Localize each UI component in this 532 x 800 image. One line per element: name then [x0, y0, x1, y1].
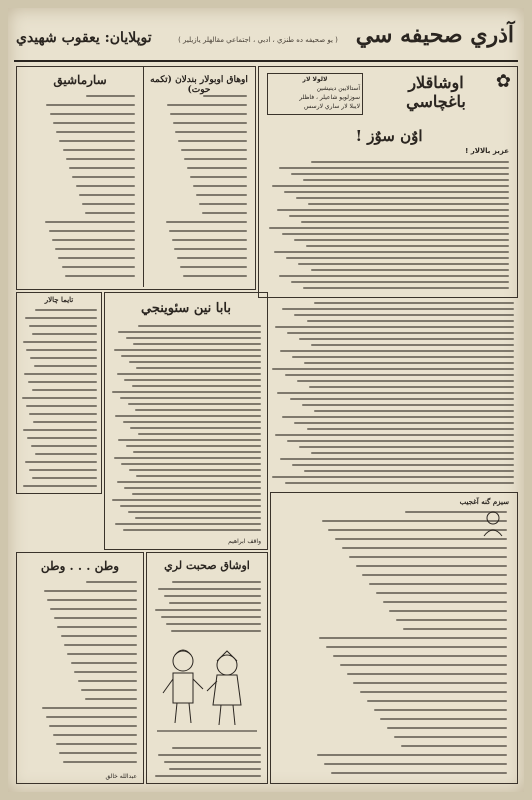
text-line [184, 158, 247, 160]
text-line [303, 287, 509, 289]
text-line [304, 470, 514, 472]
text-line [171, 630, 261, 632]
small-column-title: تايما چالار [44, 295, 74, 304]
column-divider [143, 67, 144, 287]
text-line [124, 379, 261, 381]
text-line [61, 635, 137, 637]
text-line [181, 149, 247, 151]
children-talk-text [153, 579, 261, 635]
center-article-box [104, 292, 268, 550]
text-line [138, 433, 261, 435]
text-line [297, 380, 514, 382]
author-line: سوزلويو شاعيلر ، فاظلر [299, 94, 360, 101]
poem-a-text [149, 93, 247, 283]
text-line [169, 602, 261, 604]
text-line [118, 439, 261, 441]
text-line [166, 623, 261, 625]
text-line [29, 469, 97, 471]
right-poem-text [281, 509, 507, 779]
text-line [172, 239, 247, 241]
text-line [302, 404, 514, 406]
text-line [347, 673, 507, 675]
sketch-icon [476, 506, 510, 540]
text-line [161, 616, 261, 618]
text-line [311, 269, 509, 271]
text-line [50, 113, 135, 115]
text-line [49, 725, 137, 727]
text-line [362, 574, 507, 576]
text-line [282, 416, 514, 418]
text-line [294, 422, 514, 424]
text-line [29, 325, 97, 327]
text-line [22, 397, 97, 399]
text-line [311, 452, 514, 454]
text-line [46, 104, 135, 106]
poem-a-title: اوهاق اوبولار بندلان (تکمه حوت) [150, 75, 248, 95]
text-line [32, 477, 97, 479]
text-line [120, 505, 261, 507]
text-line [138, 325, 261, 327]
text-line [74, 671, 137, 673]
text-line [164, 595, 261, 597]
text-line [59, 752, 137, 754]
text-line [35, 453, 97, 455]
text-line [340, 664, 507, 666]
text-line [380, 718, 507, 720]
right-poem-title: سيزم گنه آغجيب [459, 497, 509, 506]
text-line [133, 343, 261, 345]
text-line [183, 275, 247, 277]
text-line [309, 386, 514, 388]
text-line [49, 230, 135, 232]
text-line [311, 344, 514, 346]
text-line [29, 413, 97, 415]
text-line [319, 637, 507, 639]
text-line [30, 357, 97, 359]
text-line [180, 266, 247, 268]
text-line [394, 736, 507, 738]
text-line [277, 209, 509, 211]
newspaper-page [8, 8, 524, 792]
text-line [376, 592, 507, 594]
masthead-rule [14, 60, 518, 62]
text-line [164, 761, 261, 763]
text-line [121, 355, 261, 357]
text-line [284, 191, 509, 193]
small-column-text [21, 307, 97, 489]
text-line [66, 158, 135, 160]
text-line [123, 421, 261, 423]
text-line [71, 662, 137, 664]
text-line [155, 775, 261, 777]
text-line [199, 203, 247, 205]
text-line [124, 487, 261, 489]
text-line [23, 429, 97, 431]
article-text [267, 159, 509, 291]
text-line [190, 176, 247, 178]
text-line [50, 608, 137, 610]
text-line [128, 403, 261, 405]
text-line [387, 727, 507, 729]
text-line [291, 173, 509, 175]
text-line [272, 185, 509, 187]
poem-b-title: سارماشيق [53, 73, 107, 87]
text-line [57, 626, 137, 628]
text-line [135, 517, 261, 519]
text-line [307, 428, 514, 430]
center-article-text [111, 323, 261, 533]
text-line [306, 245, 509, 247]
text-line [136, 475, 261, 477]
text-line [175, 131, 247, 133]
text-line [403, 628, 507, 630]
text-line [170, 113, 247, 115]
text-line [178, 140, 247, 142]
text-line [86, 581, 137, 583]
text-line [136, 367, 261, 369]
text-line [307, 320, 514, 322]
text-line [126, 445, 261, 447]
text-line [56, 743, 137, 745]
masthead-title: آذري صحيفه سي [355, 22, 514, 48]
text-line [296, 197, 509, 199]
text-line [114, 457, 261, 459]
text-line [275, 434, 514, 436]
masthead-editor: توپلايان: يعقوب شهيدي [16, 30, 152, 46]
text-line [202, 212, 247, 214]
bottom-signature: عبدالله خالق [105, 773, 137, 780]
text-line [289, 215, 509, 217]
text-line [59, 140, 135, 142]
text-line [285, 482, 514, 484]
text-line [367, 700, 507, 702]
text-line [79, 194, 135, 196]
text-line [294, 314, 514, 316]
text-line [23, 341, 97, 343]
center-article-title: بابا نين سئوينجي [141, 301, 231, 316]
text-line [72, 176, 135, 178]
text-line [326, 646, 507, 648]
text-line [269, 227, 509, 229]
text-line [65, 275, 135, 277]
text-line [401, 745, 507, 747]
text-line [112, 499, 261, 501]
text-line [62, 266, 135, 268]
text-line [76, 185, 135, 187]
feature-box [258, 66, 518, 298]
text-line [31, 445, 97, 447]
text-line [196, 194, 247, 196]
text-line [121, 463, 261, 465]
text-line [287, 332, 514, 334]
text-line [118, 331, 261, 333]
text-line [172, 747, 261, 749]
text-line [112, 391, 261, 393]
text-line [396, 619, 507, 621]
text-line [303, 179, 509, 181]
text-line [52, 239, 135, 241]
text-line [123, 529, 261, 531]
text-line [360, 691, 507, 693]
text-line [369, 583, 507, 585]
text-line [187, 167, 247, 169]
text-line [277, 392, 514, 394]
text-line [285, 374, 514, 376]
text-line [166, 221, 247, 223]
text-line [314, 410, 514, 412]
text-line [86, 95, 135, 97]
text-line [279, 167, 509, 169]
text-line [286, 257, 509, 259]
text-line [85, 698, 137, 700]
author-line: آستالايين دينيشين [316, 85, 360, 92]
text-line [291, 281, 509, 283]
children-illustration-icon [153, 639, 261, 739]
text-line [349, 556, 507, 558]
text-line [25, 317, 97, 319]
text-line [280, 458, 514, 460]
text-line [304, 362, 514, 364]
text-line [280, 350, 514, 352]
poems-box [16, 66, 256, 290]
text-line [81, 689, 137, 691]
feature-title: اوشاقلار باغچاسي [406, 73, 466, 111]
text-line [274, 251, 509, 253]
text-line [311, 161, 509, 163]
text-line [169, 230, 247, 232]
text-line [177, 257, 247, 259]
article-title: اوٌن سوٌز ! [355, 127, 423, 145]
text-line [129, 361, 261, 363]
text-line [32, 333, 97, 335]
text-line [35, 309, 97, 311]
text-line [133, 451, 261, 453]
text-line [342, 547, 507, 549]
text-line [308, 203, 509, 205]
text-line [301, 221, 509, 223]
masthead [8, 8, 524, 60]
text-line [85, 212, 135, 214]
children-talk-title: اوشاق صحبت لري [164, 559, 250, 572]
text-line [42, 707, 137, 709]
text-line [292, 464, 514, 466]
text-line [28, 381, 97, 383]
text-line [167, 104, 247, 106]
text-line [203, 95, 247, 97]
children-talk-box [146, 552, 268, 784]
text-line [69, 167, 135, 169]
text-line [46, 716, 137, 718]
text-line [174, 248, 247, 250]
homeland-poem-text [23, 579, 137, 767]
text-line [26, 349, 97, 351]
text-line [53, 122, 135, 124]
text-line [44, 590, 137, 592]
text-line [126, 337, 261, 339]
text-line [115, 523, 261, 525]
text-line [317, 754, 507, 756]
greeting: عزيز بالالار ! [465, 147, 509, 155]
homeland-poem-title: وطن . . . وطن [40, 559, 120, 573]
text-line [389, 610, 507, 612]
text-line [82, 203, 135, 205]
text-line [287, 440, 514, 442]
article-continued-text [270, 300, 514, 486]
text-line [193, 185, 247, 187]
text-line [25, 461, 97, 463]
text-line [32, 389, 97, 391]
text-line [45, 221, 135, 223]
text-line [158, 754, 261, 756]
text-line [356, 565, 507, 567]
poem-b-text [27, 93, 135, 283]
author-line: لايبلا لار ساري لارسس [304, 103, 360, 110]
text-line [290, 398, 514, 400]
text-line [115, 415, 261, 417]
text-line [374, 709, 507, 711]
flower-ornament-icon: ✿ [495, 71, 511, 92]
text-line [158, 588, 261, 590]
text-line [33, 421, 97, 423]
text-line [67, 653, 137, 655]
text-line [117, 373, 261, 375]
text-line [26, 405, 97, 407]
text-line [272, 476, 514, 478]
text-line [353, 682, 507, 684]
text-line [64, 644, 137, 646]
text-line [63, 149, 135, 151]
text-line [53, 734, 137, 736]
text-line [120, 397, 261, 399]
text-line [294, 239, 509, 241]
text-line [132, 385, 261, 387]
text-line [27, 437, 97, 439]
text-line [282, 308, 514, 310]
text-line [114, 349, 261, 351]
text-line [24, 373, 97, 375]
text-line [132, 493, 261, 495]
text-line [275, 326, 514, 328]
text-line [78, 680, 137, 682]
text-line [292, 356, 514, 358]
text-line [34, 365, 97, 367]
homeland-poem-box [16, 552, 144, 784]
text-line [272, 368, 514, 370]
text-line [333, 655, 507, 657]
text-line [172, 581, 261, 583]
text-line [173, 122, 247, 124]
children-talk-footer [153, 745, 261, 777]
author-box [267, 73, 363, 115]
text-line [169, 768, 261, 770]
text-line [298, 263, 509, 265]
text-line [324, 763, 507, 765]
text-line [383, 601, 507, 603]
text-line [55, 248, 135, 250]
text-line [314, 302, 514, 304]
text-line [23, 485, 97, 487]
text-line [299, 446, 514, 448]
text-line [58, 257, 135, 259]
text-line [54, 617, 137, 619]
text-line [128, 511, 261, 513]
text-line [130, 427, 261, 429]
masthead-subtitle: ( يو صحيفه ده طنزي ، ادبي ، اجتماعي مقالهلر يازيلير ) [178, 36, 338, 44]
text-line [155, 609, 261, 611]
text-line [279, 275, 509, 277]
small-column-box [16, 292, 102, 494]
text-line [117, 481, 261, 483]
author-title: لالولا لار [302, 76, 328, 83]
text-line [56, 131, 135, 133]
text-line [299, 338, 514, 340]
text-line [63, 761, 137, 763]
text-line [135, 409, 261, 411]
text-line [282, 233, 509, 235]
text-line [129, 469, 261, 471]
text-line [47, 599, 137, 601]
center-signature: واقف ابراهيم [228, 538, 261, 545]
text-line [331, 772, 507, 774]
